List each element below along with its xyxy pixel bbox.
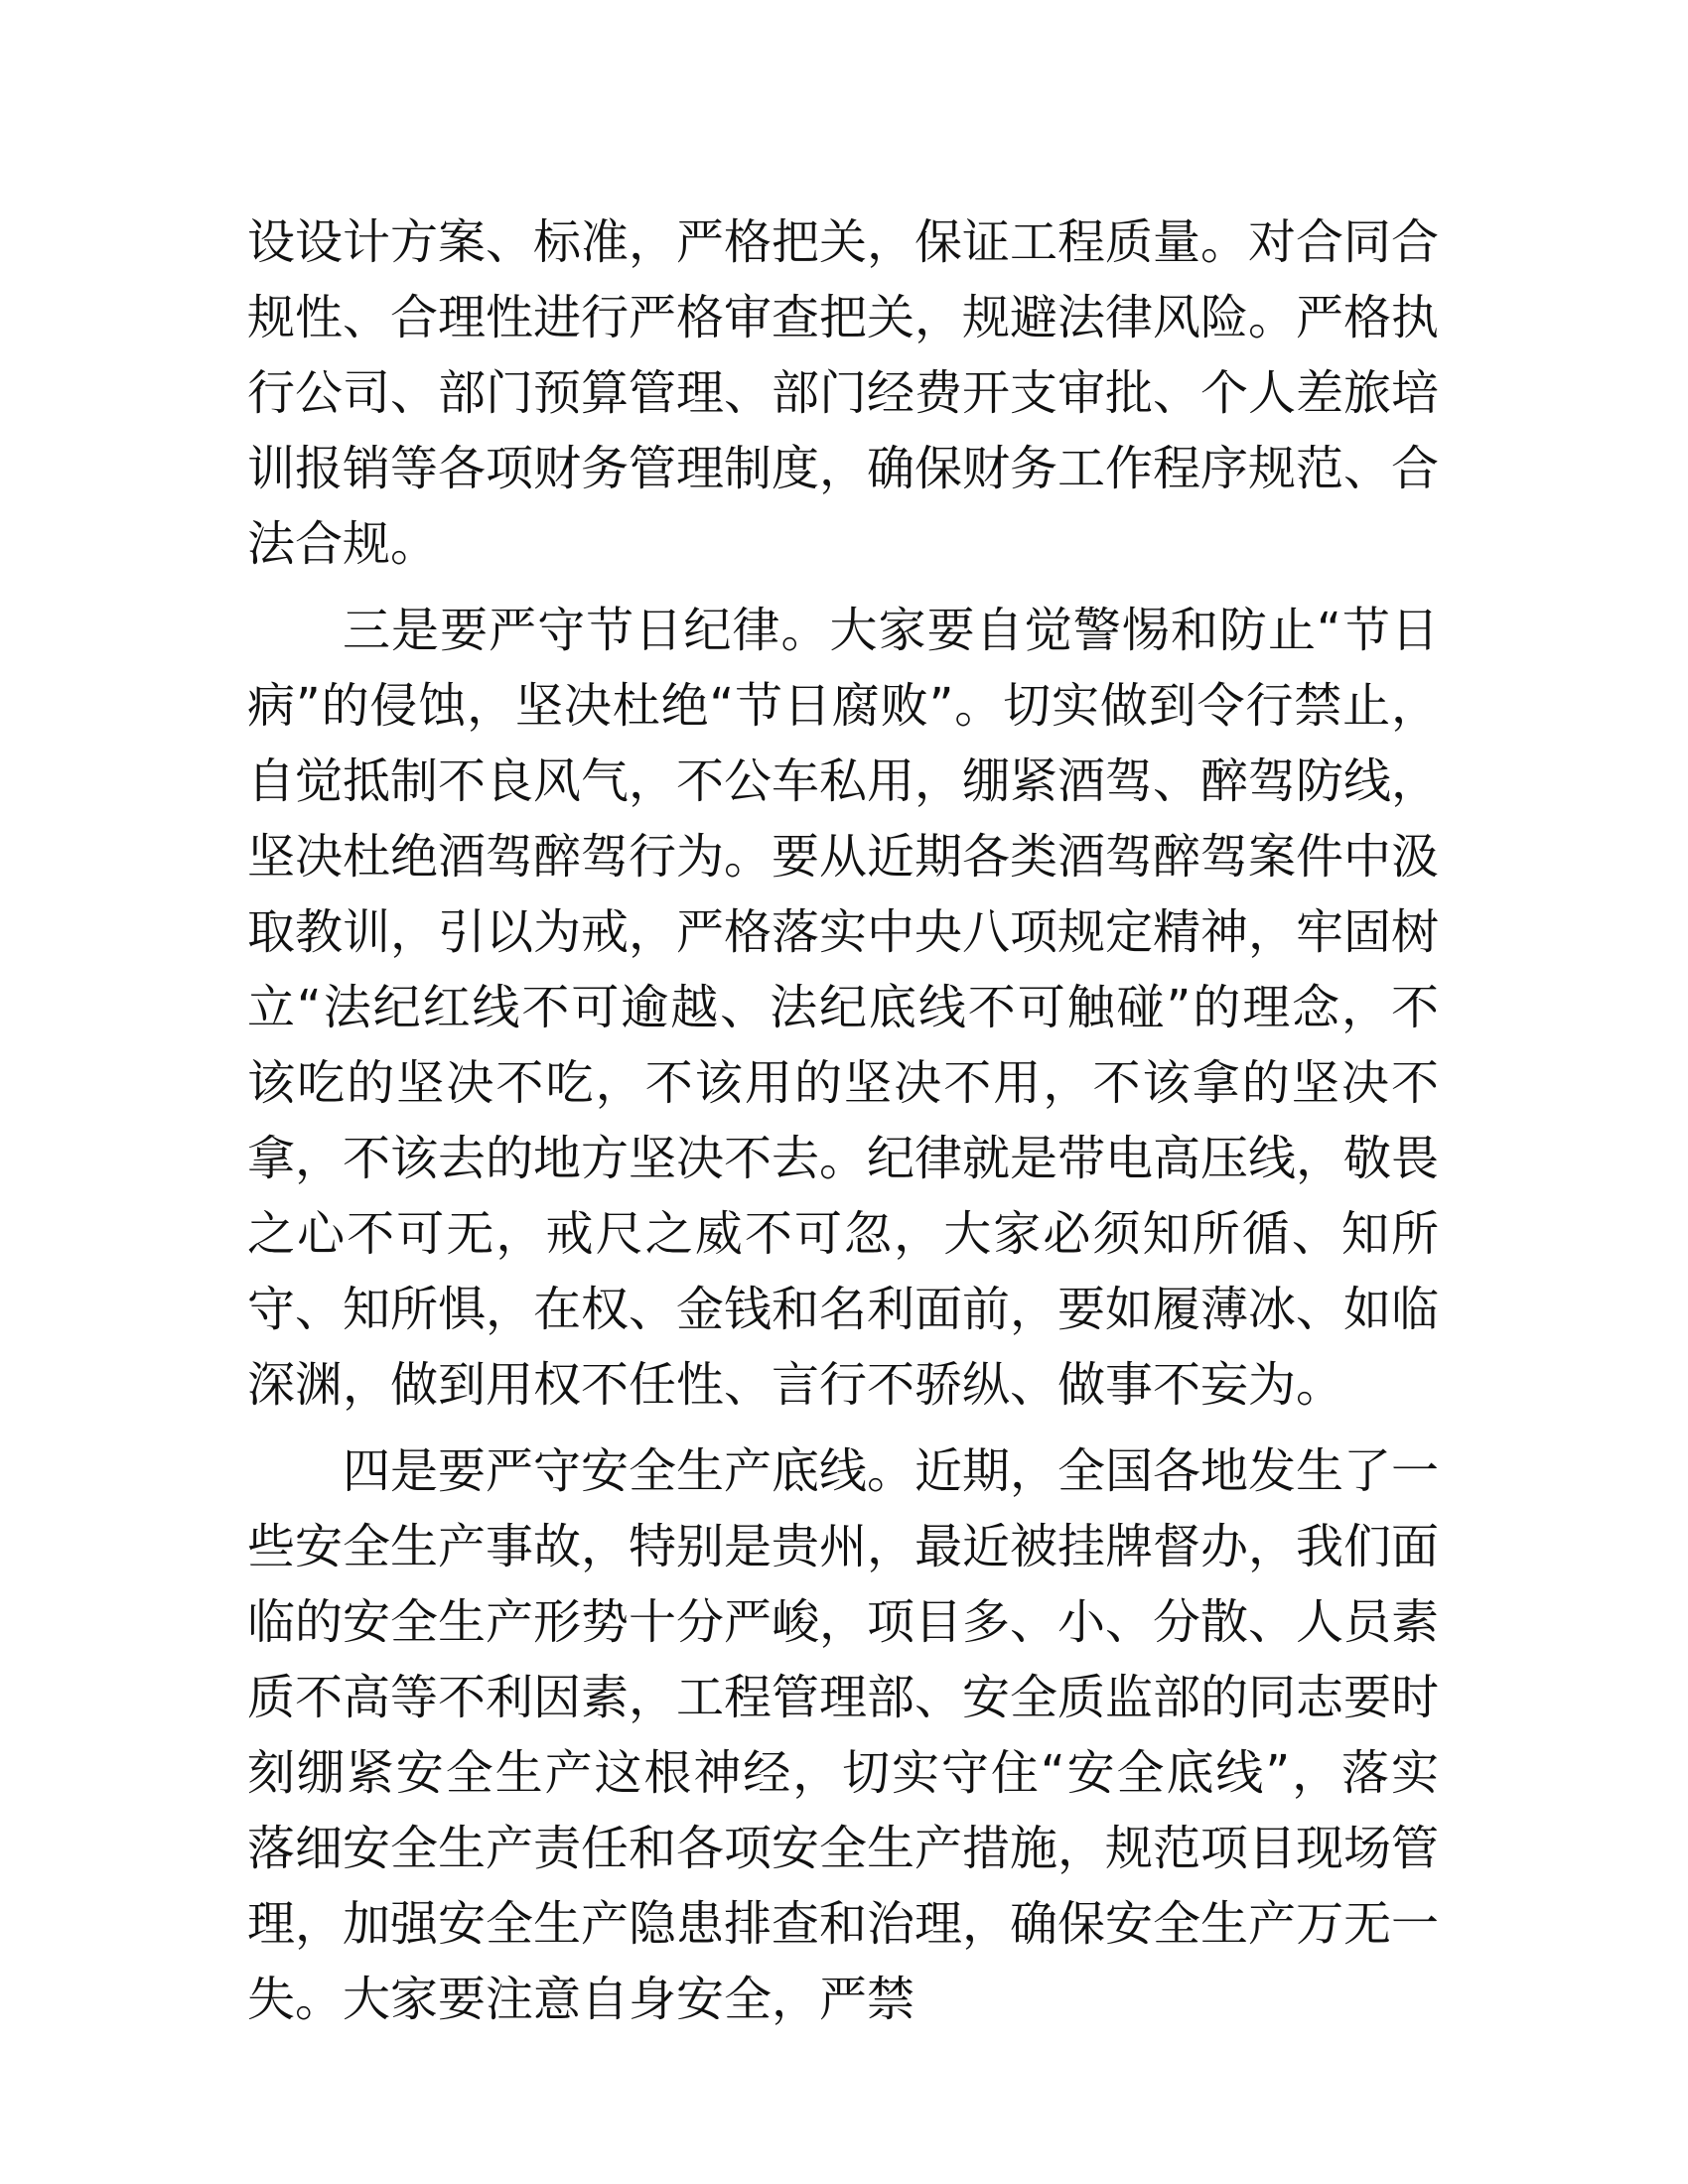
paragraph-continuation: 设设计方案、标准，严格把关，保证工程质量。对合同合规性、合理性进行严格审查把关，规避法律风险。严格执行公司、部门预算管理、部门经费开支审批、个人差旅培训报销等各项财务管理制度，确保财务工作程序规范、合法合规。 (247, 214, 1440, 572)
paragraph-holiday-discipline: 三是要严守节日纪律。大家要自觉警惕和防止“节日病”的侵蚀，坚决杜绝“节日腐败”。切实做到令行禁止，自觉抵制不良风气，不公车私用，绷紧酒驾、醉驾防线，坚决杜绝酒驾醉驾行为。要从近期各类酒驾醉驾案件中汲取教训，引以为戒，严格落实中央八项规定精神，牢固树立“法纪红线不可逾越、法纪底线不可触碰”的理念，不该吃的坚决不吃，不该用的坚决不用，不该拿的坚决不拿，不该去的地方坚决不去。纪律就是带电高压线，敬畏之心不可无，戒尺之威不可忽，大家必须知所循、知所守、知所惧，在权、金钱和名利面前，要如履薄冰、如临深渊，做到用权不任性、言行不骄纵、做事不妄为。 (247, 603, 1440, 1413)
document-body (247, 205, 1439, 2037)
paragraph-safety-production: 四是要严守安全生产底线。近期，全国各地发生了一些安全生产事故，特别是贵州，最近被挂牌督办，我们面临的安全生产形势十分严峻，项目多、小、分散、人员素质不高等不利因素，工程管理部、安全质监部的同志要时刻绷紧安全生产这根神经，切实守住“安全底线”，落实落细安全生产责任和各项安全生产措施，规范项目现场管理，加强安全生产隐患排查和治理，确保安全生产万无一失。大家要注意自身安全，严禁 (247, 1443, 1440, 2027)
